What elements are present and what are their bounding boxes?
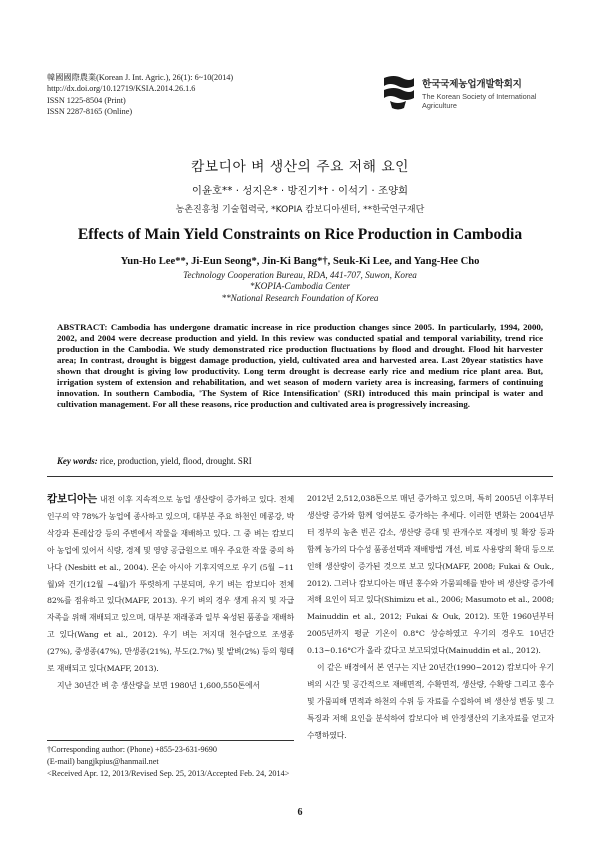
doi-link[interactable]: http://dx.doi.org/10.12719/KSIA.2014.26.1.6 — [47, 84, 196, 94]
affiliation-line: *KOPIA-Cambodia Center — [249, 281, 351, 292]
footnote-divider — [47, 740, 294, 741]
received-dates: <Received Apr. 12, 2013/Revised Sep. 25, 2013/Accepted Feb. 24, 2014> — [47, 768, 290, 778]
lead-word: 캄보디아는 — [47, 493, 97, 505]
body-column-left — [47, 491, 294, 695]
body-paragraph: 이 같은 배경에서 본 연구는 지난 20년간(1990~2012) 캄보디아 우기 벼의 시간 및 공간적으로 재배면적, 수확면적, 생산량, 수확량 그리고 홍수 및 가뭄피해 면적과 하천의 수위 등 자료를 수집하여 벼 생산성 변동 및 그 특징과 저해 요인을 분석하여 캄보디아 벼 안정생산의 기초자료를 얻고자 수행하였다. — [307, 663, 554, 740]
keywords — [57, 456, 543, 466]
abstract: ABSTRACT: Cambodia has undergone dramatic increase in rice production changes since 2005. In particularly, 1994, 2000, 2002, and 2004 were decrease production and yield. In this review was conducted spatial and temporal variability, trend rice production in the Cambodia. We study demonstrated rice production fluctuations by flood and drought. Flood hit harvester area; In contrast, drought is biggest damage production, yield, cultivated area and harvested area. Last 20year statistics have shown that drought is giving low productivity. Long term drought is decrease early rice and medium rice plant area. But, irrigation system of extension and rehabilitation, and wet season of modern variety area is increasing, farmers of continuing innovation. In southern Cambodia, 'The System of Rice Intensification' (SRI) introduced this main principal is water and cultivation management. For all these reasons, rice production and cultivated area is progressively increasing. — [57, 322, 543, 410]
society-logo — [378, 72, 568, 132]
journal-citation: 韓國國際農業(Korean J. Int. Agric.), 26(1): 6~10(2014) — [47, 73, 234, 82]
society-name-en-line2: Agriculture — [422, 101, 457, 111]
section-divider — [47, 476, 553, 477]
paragraph-text: 내전 이후 지속적으로 농업 생산량이 증가하고 있다. 전체 인구의 약 78%가 농업에 종사하고 있으며, 대부분 주요 하천인 메콩강, 박삭강과 톤레삽강 등의 주변에서 작물을 재배하고 있다. 그 중 벼는 캄보디아 농업에 있어서 식량, 경제 및 영양 공급원으로 매우 주요한 작물 중의 하나다 (Nesbitt et al., 2004). 몬순 아시아 기후지역으로 우기 (5월 ~11월)와 건기(12월 ~4월)가 뚜렷하게 구분되며, 우기 벼는 캄보디아 전체 82%를 점유하고 있다(MAFF, 2013). 우기 벼의 경우 생계 유지 및 자급자족을 위해 재배되고 있으며, 대부분 재래종과 일부 육성된 품종을 재배하고 있다(Wang et al., 2012). 우기 벼는 저지대 천수답으로 조생종(27%), 중생종(47%), 만생종(21%), 부도(2.7%) 및 밭벼(2%) 등의 형태로 재배되고 있다(MAFF, 2013). — [47, 495, 294, 674]
affiliations-english — [0, 270, 600, 304]
society-name-ko: 한국국제농업개발학회지 — [422, 79, 522, 90]
issn-online: ISSN 2287-8165 (Online) — [47, 107, 133, 117]
society-name-en-line1: The Korean Society of International — [422, 92, 537, 101]
journal-meta — [47, 72, 233, 118]
body-paragraph: 지난 30년간 벼 총 생산량을 보면 1980년 1,600,550톤에서 — [57, 680, 260, 690]
affiliations-korean: 농촌진흥청 기술협력국, *KOPIA 캄보디아센터, **한국연구재단 — [175, 205, 425, 215]
affiliation-line: **National Research Foundation of Korea — [221, 292, 379, 303]
title-korean: 캄보디아 벼 생산의 주요 저해 요인 — [190, 159, 410, 175]
corresponding-author: †Corresponding author: (Phone) +855-23-631-9690 — [47, 745, 217, 754]
corresponding-email[interactable]: (E-mail) bangjkpius@hanmail.net — [47, 756, 159, 766]
page-number: 6 — [297, 807, 303, 818]
body-paragraph — [47, 491, 294, 678]
body-paragraph: 2012년 2,512,038톤으로 매년 증가하고 있으며, 특히 2005년 이후부터 생산량 증가와 함께 엉여분도 증가하는 추세다. 이러한 변화는 2004년부터 정부의 농촌 빈곤 감소, 생산량 증대 및 관개수로 재정비 및 확장 등과 함께 농가의 다수성 품종선택과 재배방법 개선, 비료 사용량의 확대 등으로 인해 생산량이 증가된 것으로 보고 있다(MAFF, 2008; Fukai & Ouk., 2012). 그러나 캄보디아는 매년 홍수와 가뭄피해를 받아 벼 생산량 증가에 저해 요인이 되고 있다(Shimizu et al., 2006; Masumoto et al., 2008; Mainuddin et al., 2012; Fukai & Ouk, 2012). 또한 1960년부터 2005년까지 평균 기온이 0.8°C 상승하였고 우기의 경우도 10년간 0.13~0.16°C가 올라 갔다고 보고되었다(Mainuddin et al., 2012). — [307, 494, 554, 656]
affiliation-line: Technology Cooperation Bureau, RDA, 441-707, Suwon, Korea — [183, 270, 417, 280]
society-name-en — [422, 92, 552, 111]
authors-korean: 이윤호** · 성지은* · 방진기*† · 이석기 · 조양희 — [191, 185, 409, 197]
title-english: Effects of Main Yield Constraints on Rice Production in Cambodia — [77, 226, 523, 243]
ksia-emblem-icon — [380, 72, 418, 112]
footnote — [47, 744, 299, 779]
body-column-right — [307, 491, 554, 745]
keywords-label: Key words: — [57, 456, 98, 466]
issn-print: ISSN 1225-8504 (Print) — [47, 95, 126, 105]
keywords-list: rice, production, yield, flood, drought. SRI — [99, 456, 252, 466]
authors-english: Yun-Ho Lee**, Ji-Eun Seong*, Jin-Ki Bang*†, Seuk-Ki Lee, and Yang-Hee Cho — [120, 256, 480, 267]
